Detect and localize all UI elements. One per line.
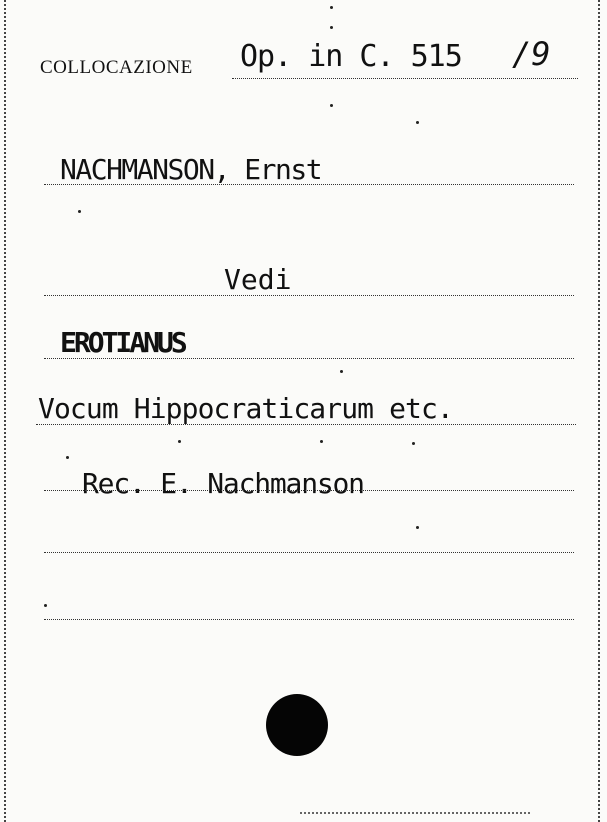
speck [78, 210, 81, 213]
rule-title [36, 424, 576, 425]
rule-blank-2 [44, 619, 574, 620]
main-heading: NACHMANSON, Ernst [60, 153, 322, 186]
author-name: EROTIANUS [60, 326, 185, 359]
speck [330, 104, 333, 107]
rule-blank-1 [44, 552, 574, 553]
shelfmark: Op. in C. 515 [240, 39, 462, 74]
speck [340, 370, 343, 373]
card-bottom-edge [300, 812, 530, 814]
speck [416, 121, 419, 124]
collocazione-label: COLLOCAZIONE [40, 57, 193, 78]
rule-collocazione [232, 78, 578, 79]
work-title: Vocum Hippocraticarum etc. [38, 392, 453, 425]
speck [320, 440, 323, 443]
rule-author [44, 358, 574, 359]
see-label: Vedi [224, 263, 292, 296]
rule-heading [44, 184, 574, 185]
rule-see [44, 295, 574, 296]
punch-hole [266, 694, 328, 756]
rule-editor [44, 490, 574, 491]
speck [330, 26, 333, 29]
speck [178, 440, 181, 443]
speck [412, 442, 415, 445]
card-right-edge [598, 0, 600, 822]
speck [44, 604, 47, 607]
speck [66, 456, 69, 459]
speck [330, 6, 333, 9]
speck [416, 526, 419, 529]
shelfmark-suffix: /9 [512, 35, 551, 73]
editor-line: Rec. E. Nachmanson [82, 467, 364, 500]
card-left-edge [4, 0, 6, 822]
